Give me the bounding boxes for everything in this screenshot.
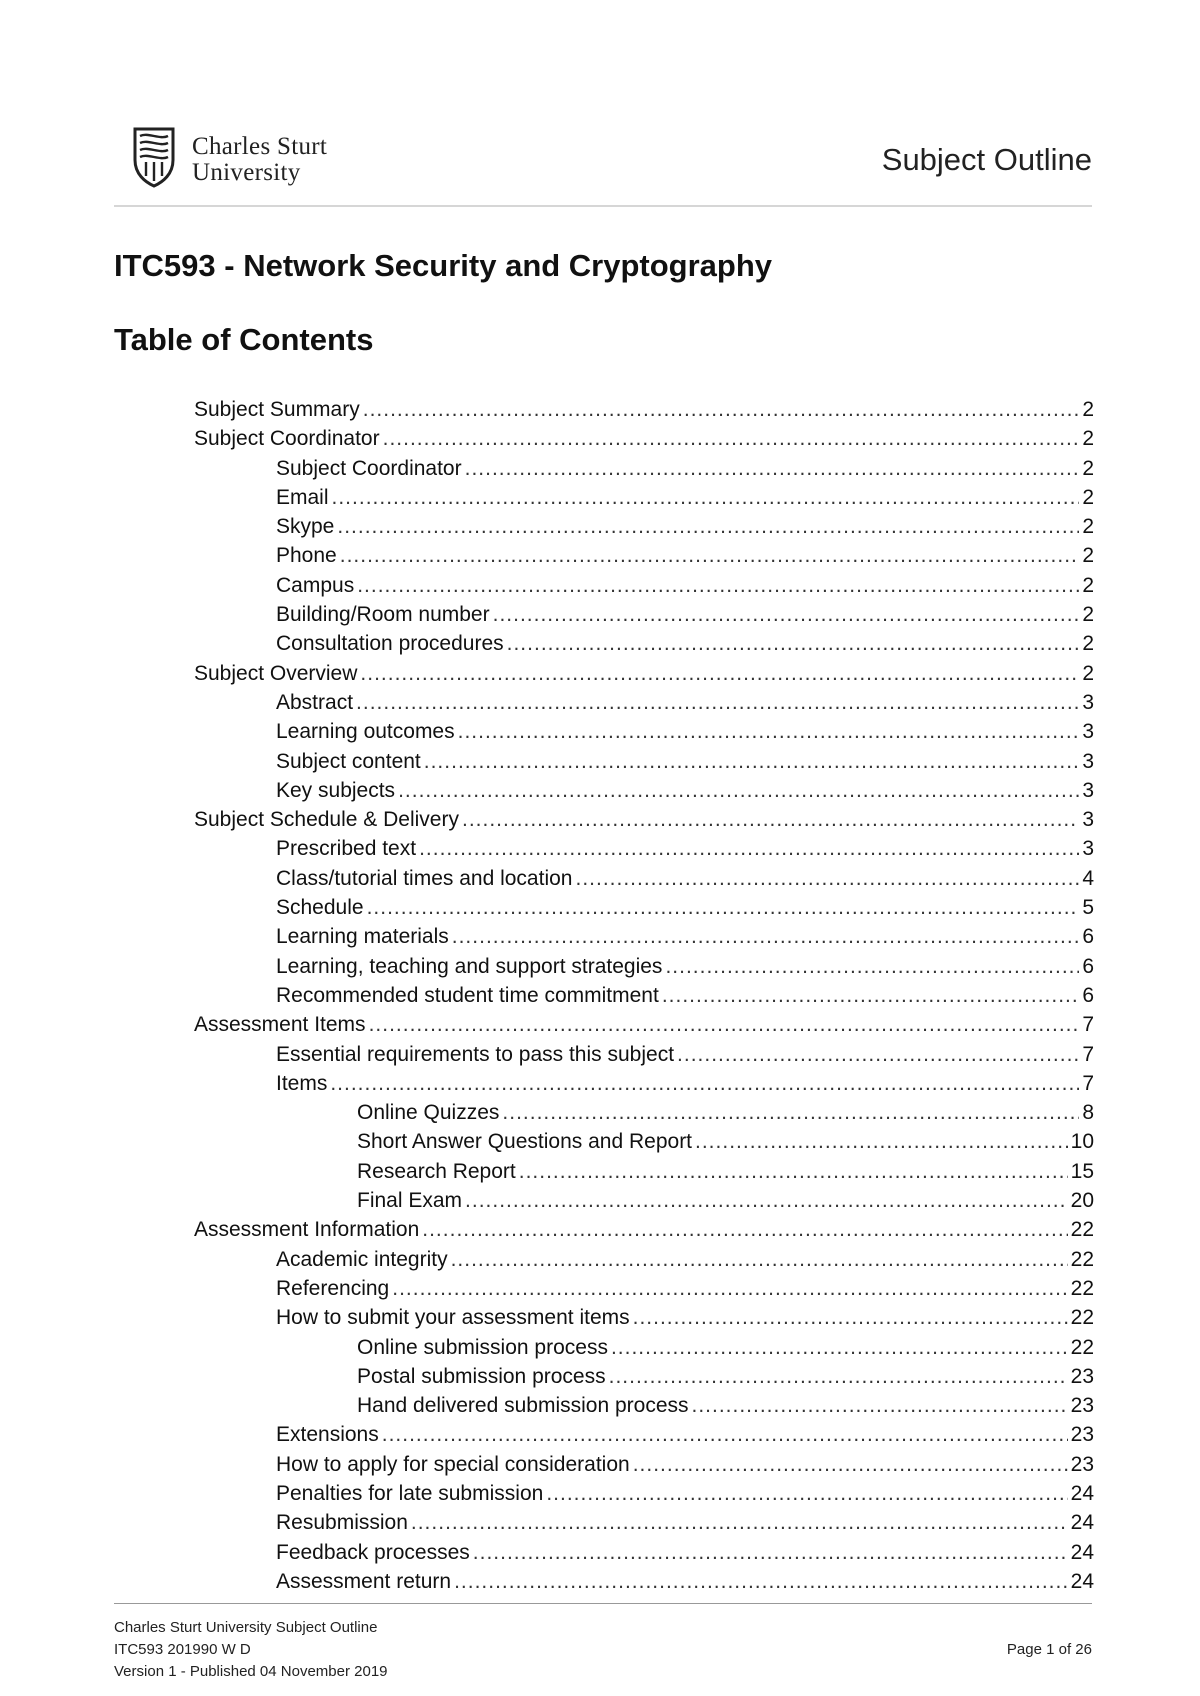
toc-entry[interactable] xyxy=(194,1567,1094,1596)
toc-dot-leader xyxy=(357,571,1079,600)
toc-entry-label: Learning, teaching and support strategies xyxy=(276,954,663,978)
toc-entry-page: 2 xyxy=(1082,456,1094,480)
toc-entry[interactable] xyxy=(194,1069,1094,1098)
toc-entry-page: 3 xyxy=(1082,720,1094,744)
toc-entry[interactable] xyxy=(194,571,1094,600)
toc-entry[interactable] xyxy=(194,922,1094,951)
toc-dot-leader xyxy=(332,483,1079,512)
toc-entry-page: 4 xyxy=(1082,866,1094,890)
footer-divider xyxy=(114,1603,1092,1604)
header-divider xyxy=(114,205,1092,207)
toc-entry-page: 23 xyxy=(1070,1423,1094,1447)
toc-entry-label: Class/tutorial times and location xyxy=(276,866,573,890)
toc-entry-page: 7 xyxy=(1082,1042,1094,1066)
toc-dot-leader xyxy=(633,1450,1068,1479)
toc-dot-leader xyxy=(458,717,1079,746)
toc-entry[interactable] xyxy=(194,1186,1094,1215)
toc-entry-page: 22 xyxy=(1070,1335,1094,1359)
toc-dot-leader xyxy=(411,1508,1068,1537)
toc-entry-label: Subject content xyxy=(276,749,421,773)
toc-entry[interactable] xyxy=(194,512,1094,541)
toc-dot-leader xyxy=(611,1333,1068,1362)
toc-entry-page: 3 xyxy=(1082,837,1094,861)
toc-entry[interactable] xyxy=(194,1479,1094,1508)
toc-entry-page: 2 xyxy=(1082,661,1094,685)
toc-entry-page: 24 xyxy=(1070,1481,1094,1505)
toc-entry-label: Subject Coordinator xyxy=(276,456,462,480)
toc-dot-leader xyxy=(392,1274,1067,1303)
toc-entry-label: Research Report xyxy=(357,1159,516,1183)
toc-dot-leader xyxy=(677,1040,1079,1069)
toc-entry-label: Campus xyxy=(276,573,355,597)
toc-dot-leader xyxy=(695,1127,1068,1156)
toc-entry-page: 22 xyxy=(1070,1306,1094,1330)
toc-entry-label: How to apply for special consideration xyxy=(276,1452,630,1476)
toc-dot-leader xyxy=(330,1069,1079,1098)
toc-dot-leader xyxy=(451,1245,1068,1274)
toc-dot-leader xyxy=(419,834,1079,863)
toc-dot-leader xyxy=(424,747,1079,776)
toc-dot-leader xyxy=(454,1567,1068,1596)
toc-entry-label: Essential requirements to pass this subject xyxy=(276,1042,675,1066)
toc-entry-page: 2 xyxy=(1082,398,1094,421)
university-logo xyxy=(132,126,352,188)
page-title: ITC593 - Network Security and Cryptography xyxy=(114,248,773,283)
toc-entry-label: Subject Coordinator xyxy=(194,427,380,451)
toc-entry[interactable] xyxy=(194,776,1094,805)
toc-entry-page: 8 xyxy=(1082,1101,1094,1125)
toc-entry[interactable] xyxy=(194,747,1094,776)
toc-entry-page: 10 xyxy=(1070,1130,1094,1154)
toc-entry-page: 22 xyxy=(1070,1218,1094,1242)
toc-entry[interactable] xyxy=(194,1098,1094,1127)
toc-entry-label: Subject Overview xyxy=(194,661,358,685)
toc-entry-page: 24 xyxy=(1070,1511,1094,1535)
logo-wordmark xyxy=(192,134,327,186)
toc-entry[interactable] xyxy=(194,688,1094,717)
toc-entry[interactable] xyxy=(194,1245,1094,1274)
toc-dot-leader xyxy=(363,395,1079,424)
toc-entry-label: Subject Schedule & Delivery xyxy=(194,808,459,832)
footer-line2: ITC593 201990 W D xyxy=(114,1641,251,1658)
toc-dot-leader xyxy=(519,1157,1068,1186)
toc-entry-label: Phone xyxy=(276,544,337,568)
toc-entry-label: Online Quizzes xyxy=(357,1101,500,1125)
toc-entry[interactable] xyxy=(194,1538,1094,1567)
toc-entry-page: 2 xyxy=(1082,485,1094,509)
toc-dot-leader xyxy=(465,454,1079,483)
toc-entry-page: 7 xyxy=(1082,1013,1094,1037)
toc-entry-label: Online submission process xyxy=(357,1335,608,1359)
table-of-contents xyxy=(194,395,1094,1596)
toc-entry[interactable] xyxy=(194,1010,1094,1039)
toc-entry-page: 3 xyxy=(1082,778,1094,802)
toc-entry[interactable] xyxy=(194,1127,1094,1156)
toc-dot-leader xyxy=(360,659,1079,688)
toc-entry[interactable] xyxy=(194,424,1094,453)
toc-entry-label: Learning outcomes xyxy=(276,720,455,744)
toc-dot-leader xyxy=(422,1215,1067,1244)
toc-entry-page: 2 xyxy=(1082,603,1094,627)
toc-dot-leader xyxy=(369,1010,1079,1039)
toc-entry[interactable] xyxy=(194,1391,1094,1420)
toc-entry[interactable] xyxy=(194,1215,1094,1244)
toc-entry[interactable] xyxy=(194,600,1094,629)
toc-dot-leader xyxy=(692,1391,1068,1420)
toc-entry-label: Subject Summary xyxy=(194,398,360,421)
toc-entry-label: Key subjects xyxy=(276,778,396,802)
toc-entry-page: 7 xyxy=(1082,1071,1094,1095)
university-crest-icon xyxy=(132,126,176,188)
toc-dot-leader xyxy=(340,541,1079,570)
toc-entry[interactable] xyxy=(194,805,1094,834)
toc-entry[interactable] xyxy=(194,541,1094,570)
toc-dot-leader xyxy=(502,1098,1079,1127)
toc-entry-page: 23 xyxy=(1070,1364,1094,1388)
toc-dot-leader xyxy=(473,1538,1068,1567)
toc-entry-page: 22 xyxy=(1070,1247,1094,1271)
toc-entry[interactable] xyxy=(194,952,1094,981)
toc-entry-page: 24 xyxy=(1070,1569,1094,1593)
toc-dot-leader xyxy=(493,600,1079,629)
toc-entry-label: Feedback processes xyxy=(276,1540,470,1564)
toc-dot-leader xyxy=(383,424,1079,453)
toc-entry-page: 6 xyxy=(1082,925,1094,949)
toc-entry-label: Building/Room number xyxy=(276,603,490,627)
toc-dot-leader xyxy=(575,864,1079,893)
toc-entry[interactable] xyxy=(194,454,1094,483)
toc-dot-leader xyxy=(546,1479,1067,1508)
toc-entry[interactable] xyxy=(194,981,1094,1010)
toc-entry[interactable] xyxy=(194,1303,1094,1332)
toc-dot-leader xyxy=(462,805,1079,834)
page-number: Page 1 of 26 xyxy=(1006,1641,1092,1658)
toc-entry-label: Items xyxy=(276,1071,328,1095)
toc-entry-page: 23 xyxy=(1070,1452,1094,1476)
toc-entry-label: Consultation procedures xyxy=(276,632,504,656)
footer-info xyxy=(114,1617,388,1683)
toc-entry-page: 2 xyxy=(1082,427,1094,451)
toc-entry[interactable] xyxy=(194,1362,1094,1391)
toc-entry-label: Learning materials xyxy=(276,925,449,949)
toc-entry[interactable] xyxy=(194,834,1094,863)
toc-entry[interactable] xyxy=(194,1333,1094,1362)
toc-entry-page: 2 xyxy=(1082,573,1094,597)
toc-entry[interactable] xyxy=(194,893,1094,922)
toc-entry[interactable] xyxy=(194,1040,1094,1069)
toc-dot-leader xyxy=(665,952,1079,981)
document-type-label: Subject Outline xyxy=(881,142,1092,177)
toc-entry-label: Recommended student time commitment xyxy=(276,983,659,1007)
toc-entry-label: Email xyxy=(276,485,329,509)
toc-entry-label: Penalties for late submission xyxy=(276,1481,544,1505)
toc-entry-page: 2 xyxy=(1082,632,1094,656)
toc-entry-page: 3 xyxy=(1082,690,1094,714)
page-header xyxy=(114,120,1092,200)
toc-entry-label: Final Exam xyxy=(357,1189,463,1213)
toc-entry-page: 2 xyxy=(1082,544,1094,568)
toc-entry-page: 3 xyxy=(1082,808,1094,832)
toc-entry[interactable] xyxy=(194,1420,1094,1449)
toc-entry[interactable] xyxy=(194,717,1094,746)
toc-entry-page: 6 xyxy=(1082,954,1094,978)
toc-entry[interactable] xyxy=(194,1508,1094,1537)
toc-entry-page: 6 xyxy=(1082,983,1094,1007)
toc-dot-leader xyxy=(609,1362,1068,1391)
logo-line1: Charles Sturt xyxy=(192,133,328,160)
toc-entry[interactable] xyxy=(194,864,1094,893)
logo-line2: University xyxy=(192,159,301,186)
toc-entry-label: Assessment Information xyxy=(194,1218,420,1242)
toc-entry[interactable] xyxy=(194,629,1094,658)
toc-dot-leader xyxy=(507,629,1079,658)
toc-entry-label: Assessment return xyxy=(276,1569,452,1593)
toc-entry[interactable] xyxy=(194,1450,1094,1479)
footer-line1: Charles Sturt University Subject Outline xyxy=(114,1619,378,1636)
toc-entry-label: Schedule xyxy=(276,896,364,920)
toc-entry-label: Academic integrity xyxy=(276,1247,448,1271)
toc-dot-leader xyxy=(452,922,1079,951)
toc-entry-page: 2 xyxy=(1082,515,1094,539)
toc-entry-label: Prescribed text xyxy=(276,837,417,861)
footer-line3: Version 1 - Published 04 November 2019 xyxy=(114,1663,388,1680)
toc-entry-label: How to submit your assessment items xyxy=(276,1306,630,1330)
toc-entry-label: Short Answer Questions and Report xyxy=(357,1130,693,1154)
toc-entry[interactable] xyxy=(194,395,1094,424)
toc-dot-leader xyxy=(398,776,1079,805)
toc-entry-label: Hand delivered submission process xyxy=(357,1394,689,1418)
toc-dot-leader xyxy=(382,1420,1068,1449)
toc-entry-page: 23 xyxy=(1070,1394,1094,1418)
toc-entry[interactable] xyxy=(194,659,1094,688)
toc-entry[interactable] xyxy=(194,1157,1094,1186)
toc-entry-page: 15 xyxy=(1070,1159,1094,1183)
toc-entry-page: 3 xyxy=(1082,749,1094,773)
toc-entry-label: Resubmission xyxy=(276,1511,408,1535)
toc-entry-page: 20 xyxy=(1070,1189,1094,1213)
toc-entry-page: 5 xyxy=(1082,896,1094,920)
toc-dot-leader xyxy=(633,1303,1068,1332)
toc-entry[interactable] xyxy=(194,1274,1094,1303)
toc-entry-label: Abstract xyxy=(276,690,354,714)
toc-dot-leader xyxy=(367,893,1079,922)
toc-entry-label: Extensions xyxy=(276,1423,379,1447)
toc-dot-leader xyxy=(465,1186,1068,1215)
toc-entry-label: Postal submission process xyxy=(357,1364,606,1388)
toc-entry-label: Assessment Items xyxy=(194,1013,366,1037)
toc-entry-page: 24 xyxy=(1070,1540,1094,1564)
toc-heading: Table of Contents xyxy=(114,322,374,357)
toc-entry-label: Referencing xyxy=(276,1276,390,1300)
toc-entry-page: 22 xyxy=(1070,1276,1094,1300)
toc-dot-leader xyxy=(356,688,1079,717)
toc-dot-leader xyxy=(662,981,1079,1010)
toc-entry[interactable] xyxy=(194,483,1094,512)
toc-dot-leader xyxy=(337,512,1079,541)
toc-entry-label: Skype xyxy=(276,515,335,539)
